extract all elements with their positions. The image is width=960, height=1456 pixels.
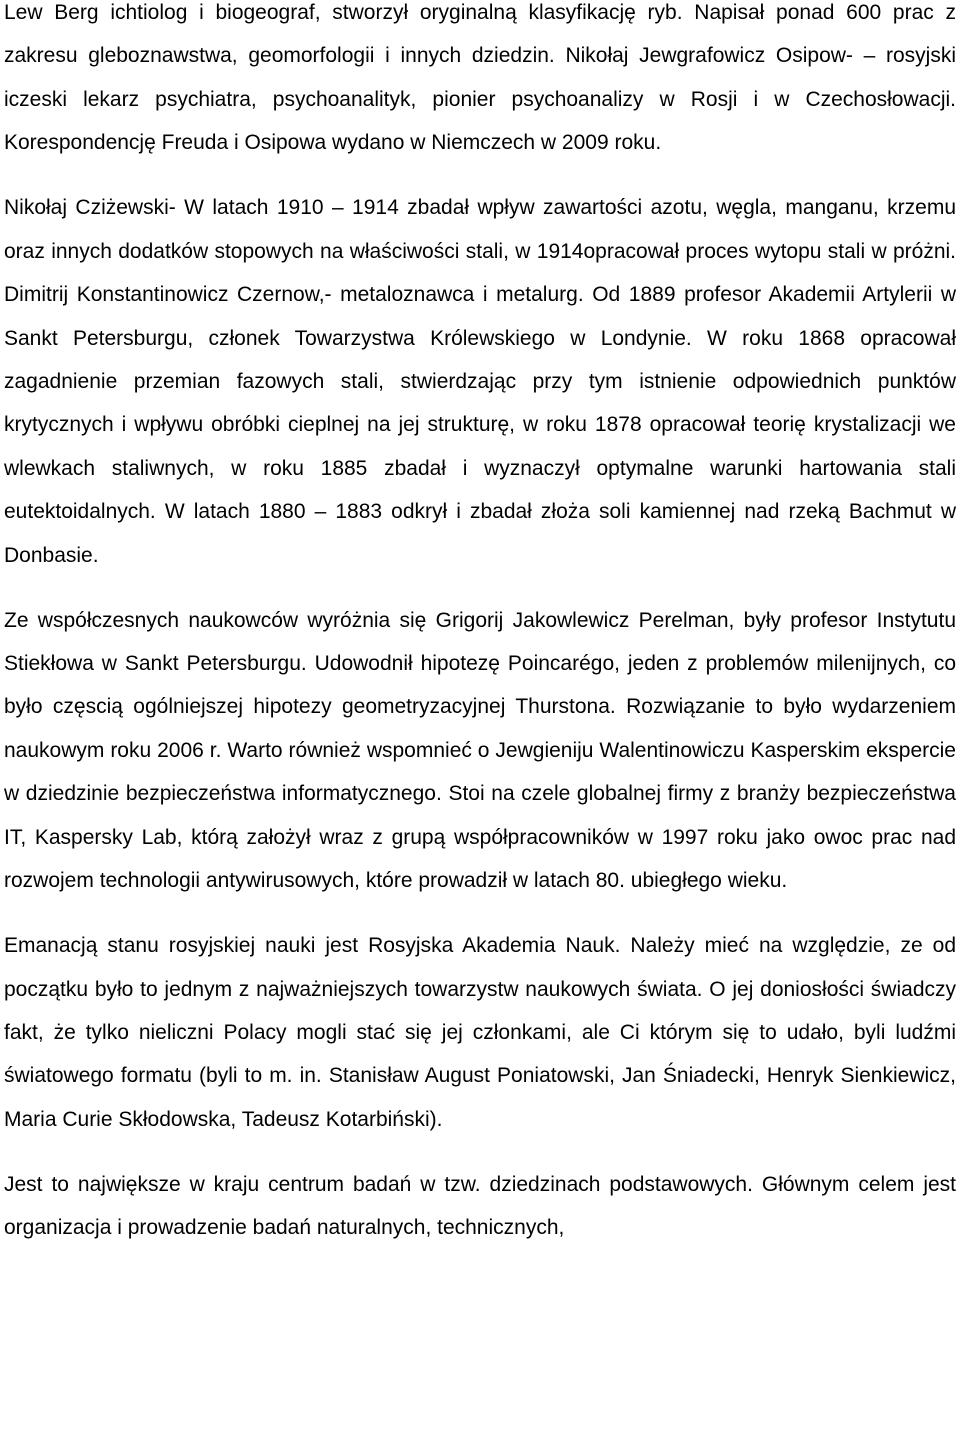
paragraph-academy-of-sciences: Emanacją stanu rosyjskiej nauki jest Rosyjska Akademia Nauk. Należy mieć na względzie, ze od początku było to jednym z najważniejszych towarzystw naukowych świata. O jej doniosłości świadczy fakt, że tylko nieliczni Polacy mogli stać się jej członkami, ale Ci którym się to udało, byli ludźmi światowego formatu (byli to m. in. Stanisław August Poniatowski, Jan Śniadecki, Henryk Sienkiewicz, Maria Curie Skłodowska, Tadeusz Kotarbiński). [4, 934, 956, 1131]
paragraph-perelman-kaspersky: Ze współczesnych naukowców wyróżnia się Grigorij Jakowlewicz Perelman, były profesor Instytutu Stiekłowa w Sankt Petersburgu. Udowodnił hipotezę Poincarégo, jeden z problemów milenijnych, co było częscią ogólniejszej hipotezy geometryzacyjnej Thurstona. Rozwiązanie to było wydarzeniem naukowym roku 2006 r. Warto również wspomnieć o Jewgieniju Walentinowiczu Kasperskim ekspercie w dziedzinie bezpieczeństwa informatycznego. Stoi na czele globalnej firmy z branży bezpieczeństwa IT, Kaspersky Lab, którą założył wraz z grupą współpracowników w 1997 roku jako owoc prac nad rozwojem technologii antywirusowych, które prowadził w latach 80. ubiegłego wieku. [4, 608, 956, 893]
paragraph-cziewski-czernow: Nikołaj Cziżewski- W latach 1910 – 1914 zbadał wpływ zawartości azotu, węgla, manganu, krzemu oraz innych dodatków stopowych na właściwości stali, w 1914opracował proces wytopu stali w próżni. Dimitrij Konstantinowicz Czernow,- metaloznawca i metalurg. Od 1889 profesor Akademii Artylerii w Sankt Petersburgu, członek Towarzystwa Królewskiego w Londynie. W roku 1868 opracował zagadnienie przemian fazowych stali, stwierdzając przy tym istnienie odpowiednich punktów krytycznych i wpływu obróbki cieplnej na jej strukturę, w roku 1878 opracował teorię krystalizacji we wlewkach staliwnych, w roku 1885 zbadał i wyznaczył optymalne warunki hartowania stali eutektoidalnych. W latach 1880 – 1883 odkrył i zbadał złoża soli kamiennej nad rzeką Bachmut w Donbasie. [4, 196, 956, 567]
paragraph-research-centre: Jest to największe w kraju centrum badań w tzw. dziedzinach podstawowych. Głównym celem jest organizacja i prowadzenie badań naturalnych, technicznych, [4, 1172, 956, 1240]
paragraph-berg-osipow: Lew Berg ichtiolog i biogeograf, stworzył oryginalną klasyfikację ryb. Napisał ponad 600 prac z zakresu gleboznawstwa, geomorfologii i innych dziedzin. Nikołaj Jewgrafowicz Osipow- – rosyjski iczeski lekarz psychiatra, psychoanalityk, pionier psychoanalizy w Rosji i w Czechosłowacji. Korespondencję Freuda i Osipowa wydano w Niemczech w 2009 roku. [4, 1, 956, 155]
document-page [4, 0, 956, 1271]
